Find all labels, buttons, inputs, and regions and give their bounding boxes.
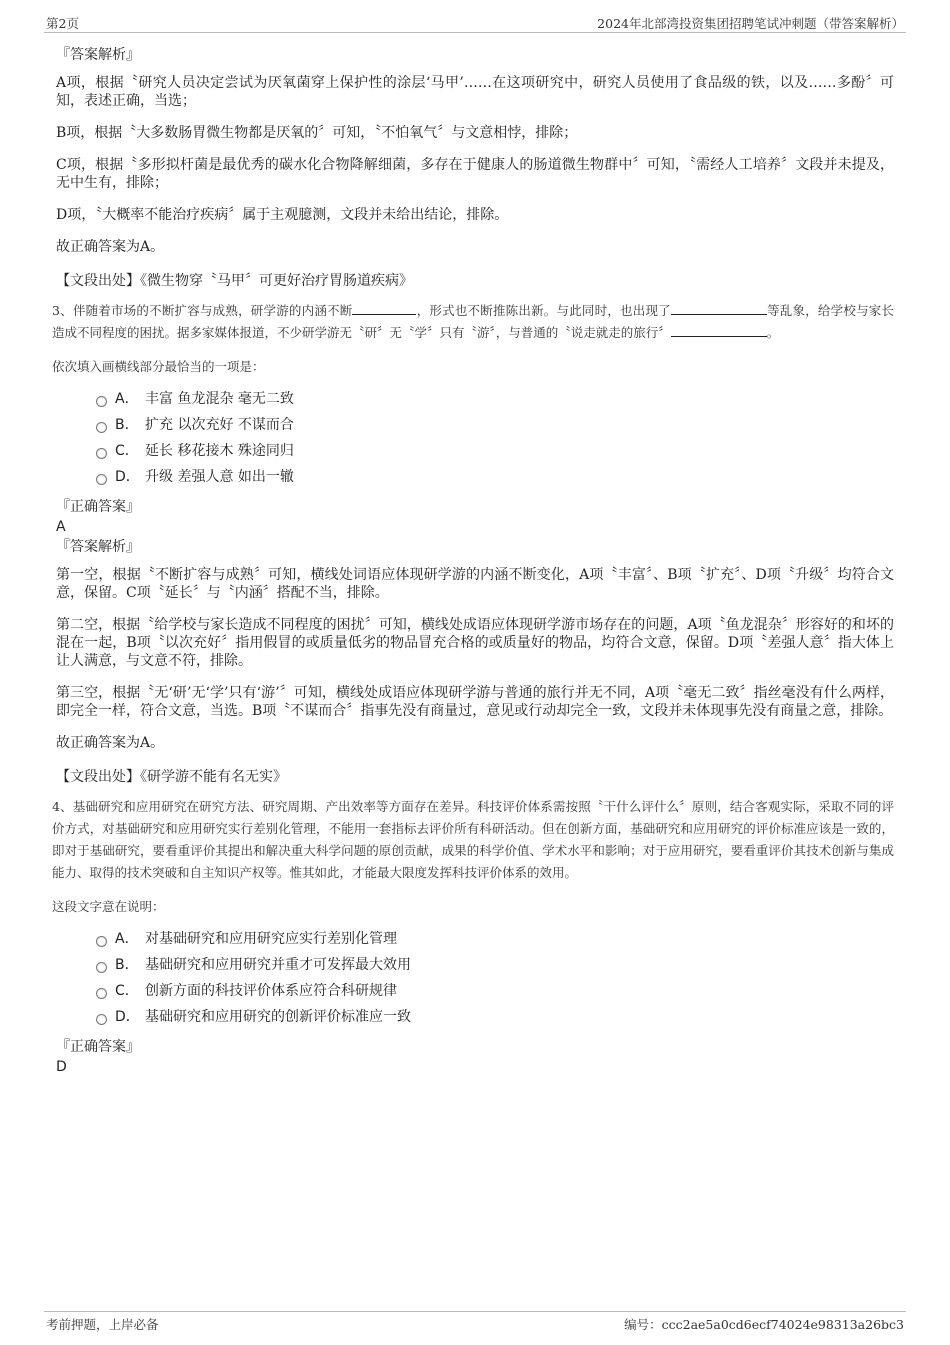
page-number: 第2页 — [46, 16, 79, 31]
q4-answer-label: 『正确答案』 — [56, 1039, 140, 1055]
q3-option-a[interactable]: A． 丰富 鱼龙混杂 毫无二致 — [96, 386, 894, 412]
q2-analysis-para: C项，根据〝多形拟杆菌是最优秀的碳水化合物降解细菌，多存在于健康人的肠道微生物群中〞可知，〝需经人工培养〞文段并未提及，无中生有，排除； — [56, 157, 894, 191]
q3-stem: 3、伴随着市场的不断扩容与成熟，研学游的内涵不断 ，形式也不断推陈出新。与此同时，也出现了 等乱象，给学校与家长造成不同程度的困扰。据多家媒体报道，不少研学游无〝研〞无〝学〞只有〝游〞，与普通的〝说走就走的旅行〞 。 — [52, 300, 894, 344]
q4-option-d[interactable]: D． 基础研究和应用研究的创新评价标准应一致 — [96, 1004, 894, 1030]
q3-answer-label: 『正确答案』 — [56, 499, 140, 515]
q3-analysis-para: 第二空，根据〝给学校与家长造成不同程度的困扰〞可知，横线处成语应体现研学游市场存在的问题，A项〝鱼龙混杂〞形容好的和坏的混在一起，B项〝以次充好〞指用假冒的或质量低劣的物品冒充合格的或质量好的物品，均符合文意，保留。D项〝差强人意〞指大体上让人满意，与文意不符，排除。 — [56, 617, 894, 669]
q3-blank-2 — [671, 300, 767, 315]
q3-conclusion: 故正确答案为A。 — [56, 735, 165, 751]
radio-button-icon[interactable] — [96, 988, 107, 999]
q4-option-b[interactable]: B． 基础研究和应用研究并重才可发挥最大效用 — [96, 952, 894, 978]
q3-analysis-para: 第三空，根据〝无‘研’无‘学’只有‘游’〞可知，横线处成语应体现研学游与普通的旅行并无不同，A项〝毫无二致〞指丝毫没有什么两样，即完全一样，符合文意，当选。B项〝不谋而合〞指事先没有商量过，意见或行动却完全一致，文段并未体现事先没有商量之意，排除。 — [56, 685, 894, 719]
q3-blank-1 — [352, 300, 416, 315]
q4-stem: 4、基础研究和应用研究在研究方法、研究周期、产出效率等方面存在差异。科技评价体系需按照〝干什么评什么〞原则，结合客观实际，采取不同的评价方式，对基础研究和应用研究实行差别化管理，不能用一套指标去评价所有科研活动。但在创新方面，基础研究和应用研究的评价标准应该是一致的，即对于基础研究，要看重评价其提出和解决重大科学问题的原创贡献，成果的科学价值、学术水平和影响；对于应用研究，要看重评价其技术创新与集成能力、取得的技术突破和自主知识产权等。惟其如此，才能最大限度发挥科技评价体系的效用。 — [52, 799, 894, 880]
q3-option-d[interactable]: D． 升级 差强人意 如出一辙 — [96, 464, 894, 490]
document-code: 编号：ccc2ae5a0cd6ecf74024e98313a26bc3 — [624, 1317, 904, 1332]
q2-conclusion: 故正确答案为A。 — [56, 239, 165, 255]
radio-button-icon[interactable] — [96, 422, 107, 433]
q4-options — [96, 926, 894, 1030]
document-title: 2024年北部湾投资集团招聘笔试冲刺题（带答案解析） — [597, 16, 904, 31]
q3-prompt: 依次填入画横线部分最恰当的一项是： — [52, 359, 265, 374]
radio-button-icon[interactable] — [96, 396, 107, 407]
radio-button-icon[interactable] — [96, 448, 107, 459]
q4-prompt: 这段文字意在说明： — [52, 899, 165, 914]
q3-analysis-para: 第一空，根据〝不断扩容与成熟〞可知，横线处词语应体现研学游的内涵不断变化，A项〝丰富〞、B项〝扩充〞、D项〝升级〞均符合文意，保留。C项〝延长〞与〝内涵〞搭配不当，排除。 — [56, 567, 894, 601]
page-content — [52, 44, 894, 1076]
q2-analysis-label: 『答案解析』 — [56, 47, 140, 63]
q3-blank-3 — [671, 322, 767, 337]
radio-button-icon[interactable] — [96, 936, 107, 947]
q3-options — [96, 386, 894, 490]
q2-analysis-para: A项，根据〝研究人员决定尝试为厌氧菌穿上保护性的涂层‘马甲’……在这项研究中，研究人员使用了食品级的铁，以及……多酚〞可知，表述正确，当选； — [56, 75, 894, 109]
q4-option-c[interactable]: C． 创新方面的科技评价体系应符合科研规律 — [96, 978, 894, 1004]
q2-analysis-para: B项，根据〝大多数肠胃微生物都是厌氧的〞可知，〝不怕氧气〞与文意相悖，排除； — [56, 125, 578, 141]
q2-analysis-para: D项，〝大概率不能治疗疾病〞属于主观臆测，文段并未给出结论，排除。 — [56, 207, 509, 223]
radio-button-icon[interactable] — [96, 474, 107, 485]
q4-answer: D — [56, 1059, 67, 1075]
page-header — [44, 12, 906, 33]
q3-answer: A — [56, 519, 66, 535]
radio-button-icon[interactable] — [96, 1014, 107, 1025]
q3-source: 【文段出处】《研学游不能有名无实》 — [56, 769, 287, 785]
page-footer — [44, 1311, 906, 1334]
q4-option-a[interactable]: A． 对基础研究和应用研究应实行差别化管理 — [96, 926, 894, 952]
footer-slogan: 考前押题，上岸必备 — [46, 1317, 159, 1332]
q2-source: 【文段出处】《微生物穿〝马甲〞可更好治疗胃肠道疾病》 — [56, 273, 413, 289]
q3-option-c[interactable]: C． 延长 移花接木 殊途同归 — [96, 438, 894, 464]
radio-button-icon[interactable] — [96, 962, 107, 973]
q3-analysis-label: 『答案解析』 — [56, 539, 140, 555]
q3-option-b[interactable]: B． 扩充 以次充好 不谋而合 — [96, 412, 894, 438]
